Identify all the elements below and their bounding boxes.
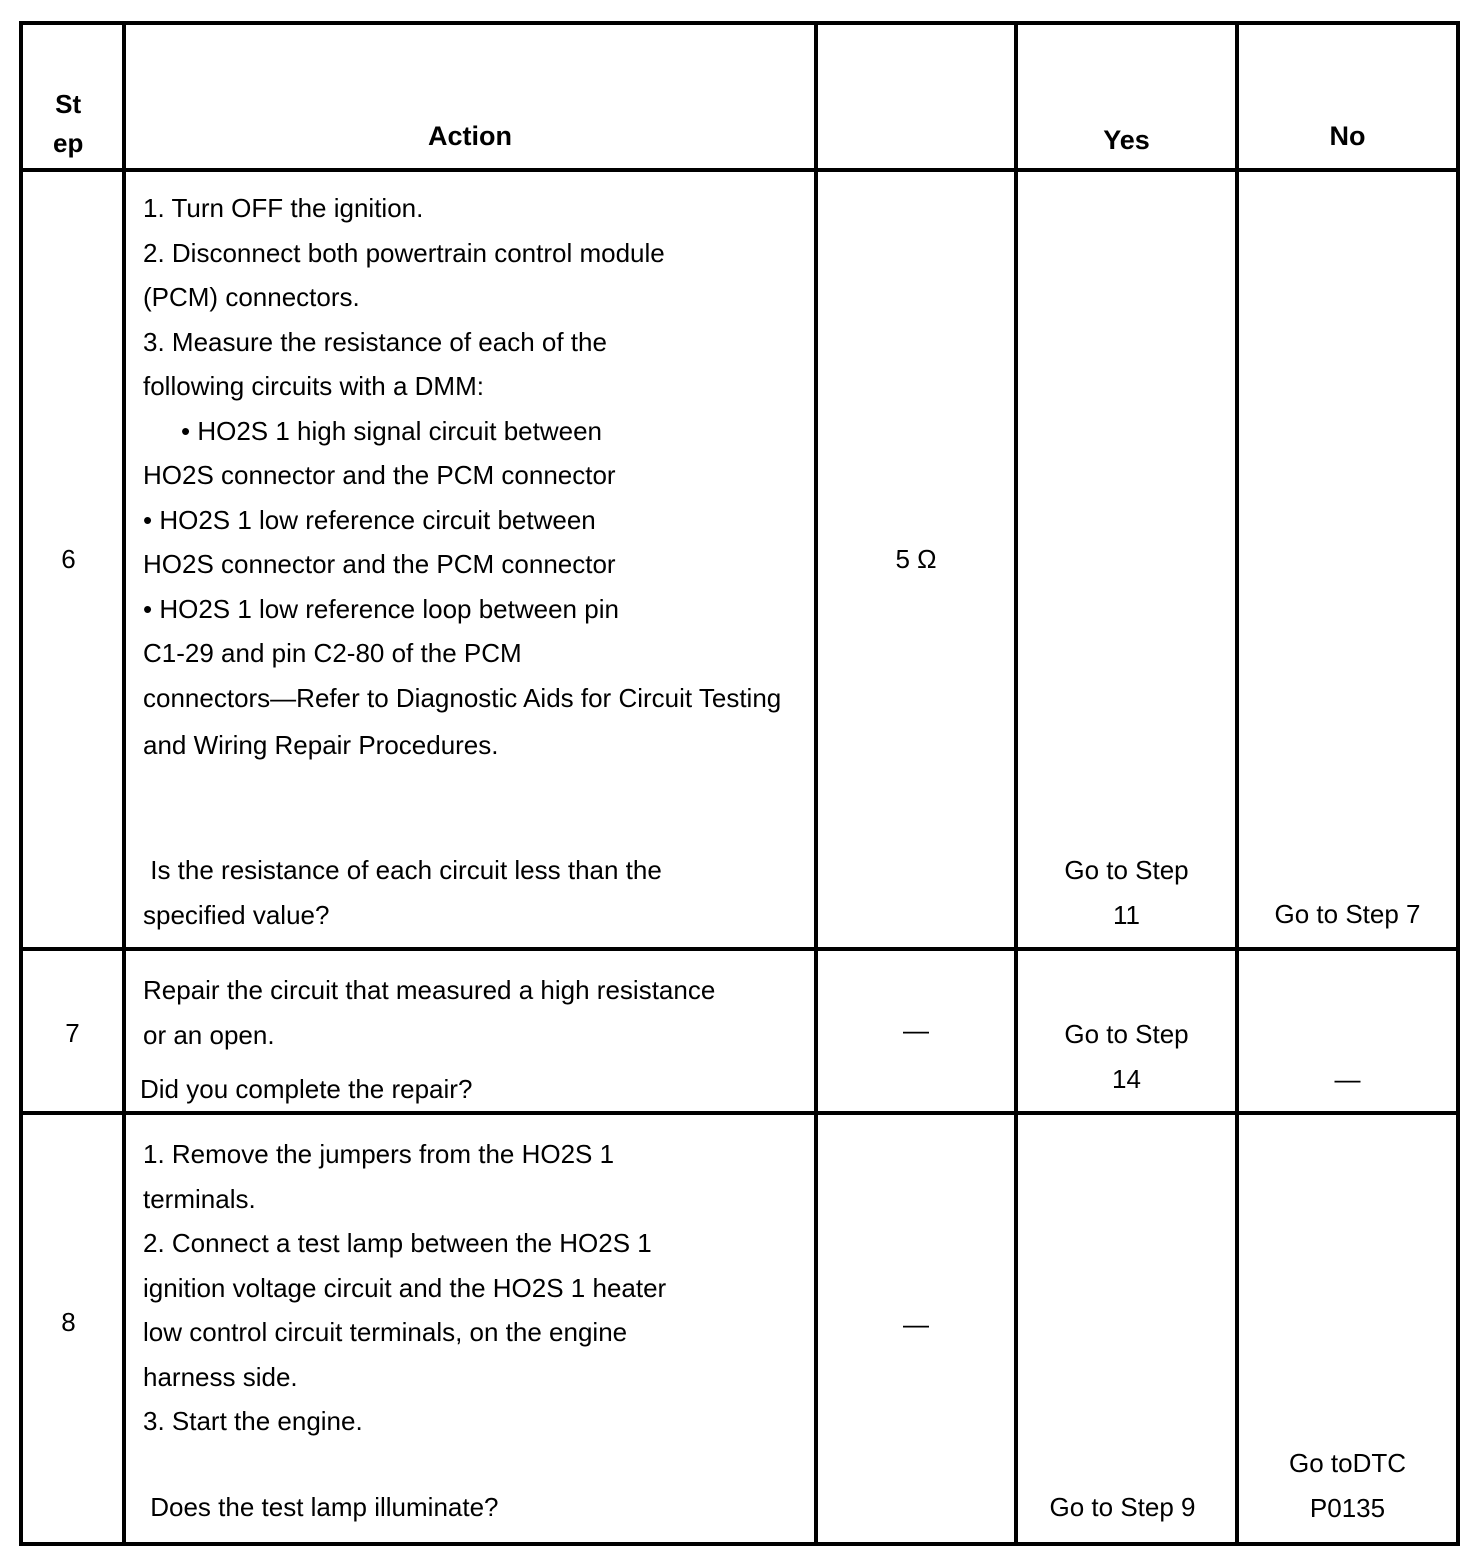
action-line: 2. Disconnect both powertrain control module <box>143 237 665 268</box>
header-value <box>816 23 1016 170</box>
action-instructions <box>143 968 808 1057</box>
no-cell <box>1237 1113 1458 1544</box>
action-instructions <box>143 186 808 768</box>
action-line: and Wiring Repair Procedures. <box>143 730 499 760</box>
question-line: Is the resistance of each circuit less than the <box>143 855 662 885</box>
action-line: harness side. <box>143 1361 298 1392</box>
action-cell <box>124 170 816 949</box>
step-cell <box>21 949 124 1113</box>
action-line: 3. Start the engine. <box>143 1406 363 1436</box>
action-line: connectors—Refer to Diagnostic Aids for Circuit Testing <box>143 682 782 713</box>
action-line: HO2S connector and the PCM connector <box>143 549 616 579</box>
action-question <box>143 848 662 937</box>
header-step-line2: ep <box>53 128 84 158</box>
yes-goto-line: 14 <box>1112 1063 1141 1094</box>
action-line: • HO2S 1 low reference circuit between <box>143 504 596 535</box>
question-line: specified value? <box>143 899 330 930</box>
action-line: low control circuit terminals, on the engine <box>143 1317 628 1347</box>
no-goto <box>1239 892 1456 937</box>
action-line: 1. Turn OFF the ignition. <box>143 193 424 223</box>
header-yes-label: Yes <box>1103 125 1150 155</box>
step-number: 6 <box>61 544 76 574</box>
step-cell <box>21 1113 124 1544</box>
value-cell <box>816 949 1016 1113</box>
step-number: 7 <box>65 1018 80 1048</box>
table-row-step-8 <box>21 1113 1458 1544</box>
question-line: Does the test lamp illuminate? <box>143 1492 499 1522</box>
action-line: C1-29 and pin C2-80 of the PCM <box>143 638 522 668</box>
no-goto-line: Go to Step 7 <box>1274 899 1421 929</box>
header-row <box>21 23 1458 170</box>
value-cell <box>816 170 1016 949</box>
action-instructions <box>143 1132 808 1444</box>
header-no-label: No <box>1329 121 1366 151</box>
diagnostic-table <box>19 21 1460 1546</box>
action-question <box>143 1485 499 1530</box>
yes-goto <box>1010 1485 1235 1530</box>
yes-goto <box>1018 1012 1235 1101</box>
table-row-step-6 <box>21 170 1458 949</box>
no-cell <box>1237 949 1458 1113</box>
header-no <box>1237 23 1458 170</box>
yes-goto-line: Go to Step <box>1064 1019 1189 1049</box>
header-action <box>124 23 816 170</box>
yes-cell <box>1016 949 1237 1113</box>
action-line: HO2S connector and the PCM connector <box>143 460 616 490</box>
action-line: terminals. <box>143 1183 256 1214</box>
no-goto-line: P0135 <box>1309 1492 1386 1523</box>
action-cell <box>124 949 816 1113</box>
no-goto <box>1239 1441 1456 1530</box>
yes-goto-line: Go to Step <box>1064 855 1189 885</box>
action-line: following circuits with a DMM: <box>143 371 484 401</box>
yes-goto-line: 11 <box>1113 899 1140 930</box>
question-line: Did you complete the repair? <box>140 1074 473 1104</box>
yes-cell <box>1016 1113 1237 1544</box>
action-line: • HO2S 1 low reference loop between pin <box>143 593 619 624</box>
action-line: 1. Remove the jumpers from the HO2S 1 <box>143 1139 615 1169</box>
action-line: or an open. <box>143 1019 275 1050</box>
specified-value: — <box>903 1309 929 1339</box>
action-line: ignition voltage circuit and the HO2S 1 heater <box>143 1272 667 1303</box>
header-yes <box>1016 23 1237 170</box>
action-question <box>140 1067 472 1112</box>
action-line: Repair the circuit that measured a high resistance <box>143 975 716 1005</box>
no-goto-line: — <box>1334 1064 1361 1094</box>
specified-value: 5 Ω <box>895 544 937 574</box>
action-line: 3. Measure the resistance of each of the <box>143 326 607 357</box>
step-number: 8 <box>61 1307 76 1337</box>
action-line: (PCM) connectors. <box>143 282 360 312</box>
yes-cell <box>1016 170 1237 949</box>
table-row-step-7 <box>21 949 1458 1113</box>
specified-value: — <box>903 1015 929 1045</box>
action-cell <box>124 1113 816 1544</box>
header-action-label: Action <box>428 121 512 151</box>
header-step-line1: St <box>55 89 82 119</box>
action-line: • HO2S 1 high signal circuit between <box>181 415 602 446</box>
no-goto <box>1239 1057 1456 1102</box>
yes-goto <box>1018 848 1235 937</box>
value-cell <box>816 1113 1016 1544</box>
step-cell <box>21 170 124 949</box>
action-line: 2. Connect a test lamp between the HO2S 1 <box>143 1228 652 1258</box>
header-step <box>21 23 124 170</box>
yes-goto-line: Go to Step 9 <box>1049 1492 1196 1522</box>
no-cell <box>1237 170 1458 949</box>
no-goto-line: Go toDTC <box>1288 1448 1407 1478</box>
